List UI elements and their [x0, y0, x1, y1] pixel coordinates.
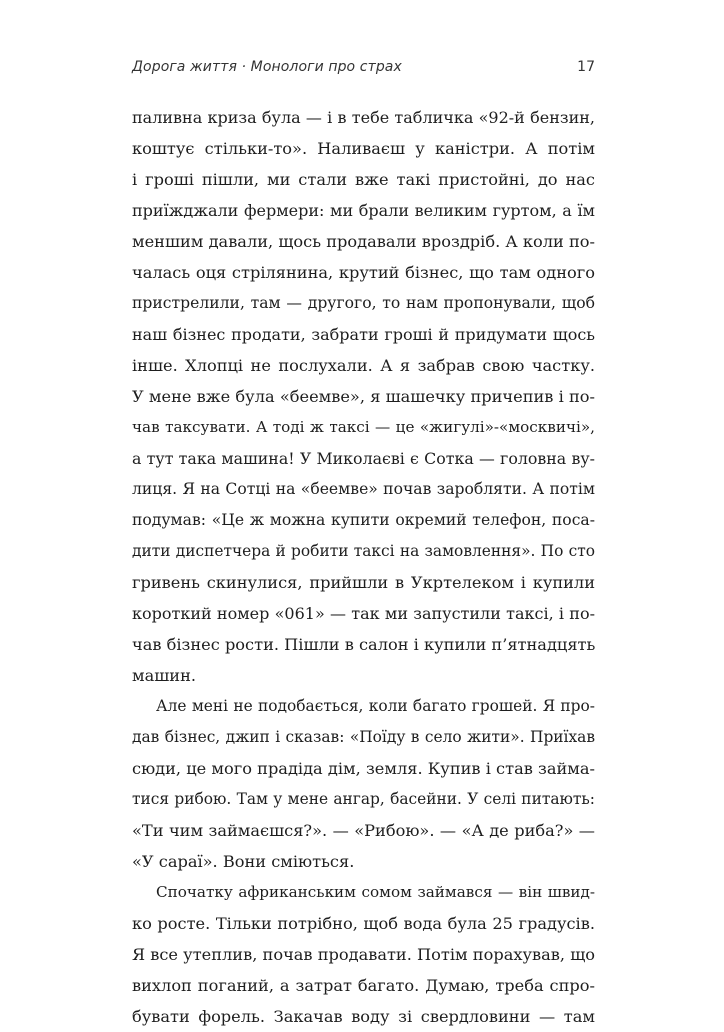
- text-line: і гроші пішли, ми стали вже такі пристойні, до нас: [132, 170, 595, 189]
- text-line: ко росте. Тільки потрібно, щоб вода була 25 градусів.: [132, 914, 595, 933]
- text-line: чав бізнес рости. Пішли в салон і купили п’ятнадцять: [132, 635, 595, 654]
- text-line: Я все утеплив, почав продавати. Потім порахував, що: [132, 945, 595, 964]
- running-head-title: Дорога життя · Монологи про страх: [132, 59, 402, 75]
- text-line: Спочатку африканським сомом займався — він швид-: [156, 883, 595, 901]
- text-line: гривень скинулися, прийшли в Укртелеком і купили: [132, 573, 595, 592]
- text-line: пристрелили, там — другого, то нам пропонували, щоб: [132, 294, 595, 312]
- text-line: Але мені не подобається, коли багато грошей. Я про-: [156, 697, 595, 715]
- text-line: приїжджали фермери: ми брали великим гуртом, а їм: [132, 201, 595, 220]
- text-line: У мене вже була «беемве», я шашечку причепив і по-: [132, 387, 595, 406]
- text-line: чалась оця стрілянина, крутий бізнес, що там одного: [132, 263, 595, 282]
- text-line: «Ти чим займаєшся?». — «Рибою». — «А де риба?» —: [132, 821, 595, 840]
- paragraph: [132, 877, 595, 1032]
- text-line: наш бізнес продати, забрати гроші й придумати щось: [132, 325, 595, 344]
- paragraph: [132, 691, 595, 877]
- body-text: [132, 102, 595, 1032]
- text-line: «У сараї». Вони сміються.: [132, 852, 355, 871]
- text-line: короткий номер «061» — так ми запустили таксі, і по-: [132, 604, 595, 623]
- text-line: чав таксувати. А тоді ж таксі — це «жигулі»-«москвичі»,: [132, 418, 595, 436]
- text-line: лиця. Я на Сотці на «беемве» почав заробляти. А потім: [132, 480, 595, 498]
- text-line: коштує стільки-то». Наливаєш у каністри. А потім: [132, 139, 595, 158]
- text-line: а тут така машина! У Миколаєві є Сотка — головна ву-: [132, 449, 595, 468]
- text-line: тися рибою. Там у мене ангар, басейни. У селі питають:: [132, 790, 595, 808]
- text-line: меншим давали, щось продавали вроздріб. А коли по-: [132, 232, 595, 251]
- paragraph: [132, 102, 595, 691]
- text-line: вихлоп поганий, а затрат багато. Думаю, треба спро-: [132, 976, 595, 995]
- text-line: бувати форель. Закачав воду зі свердловини — там: [132, 1007, 595, 1026]
- page-number: 17: [577, 59, 595, 75]
- text-line: паливна криза була — і в тебе табличка «92-й бензин,: [132, 108, 595, 127]
- text-line: дав бізнес, джип і сказав: «Поїду в село жити». Приїхав: [132, 728, 595, 746]
- text-line: інше. Хлопці не послухали. А я забрав свою частку.: [132, 356, 595, 375]
- text-line: дити диспетчера й робити таксі на замовлення». По сто: [132, 542, 595, 560]
- text-line: сюди, це мого прадіда дім, земля. Купив і став займа-: [132, 759, 595, 778]
- text-line: машин.: [132, 666, 197, 685]
- text-line: подумав: «Це ж можна купити окремий телефон, поса-: [132, 511, 595, 529]
